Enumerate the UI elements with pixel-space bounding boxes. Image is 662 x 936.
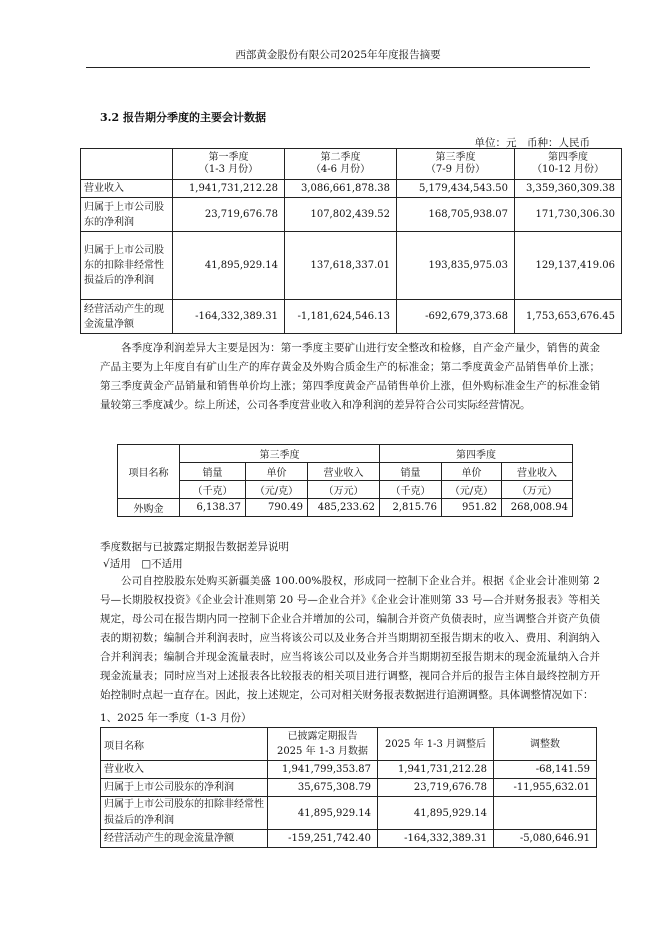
item-name-header: 项目名称 xyxy=(118,445,180,499)
cell-value: -164,332,389.31 xyxy=(378,830,494,848)
cell-value: 137,618,337.01 xyxy=(285,232,397,300)
table-row xyxy=(101,797,597,830)
cell-value: -159,251,742.40 xyxy=(268,830,378,848)
table-header-row xyxy=(118,445,573,463)
table-header-row xyxy=(81,149,622,180)
cell-value: -692,679,373.68 xyxy=(397,300,515,334)
cell-value: 23,719,676.78 xyxy=(173,198,285,232)
cell-value: 171,730,306.30 xyxy=(515,198,622,232)
table-header-row xyxy=(118,463,573,481)
q1-subtitle: 1、2025 年一季度（1-3 月份） xyxy=(100,712,252,724)
cell-value: 268,008.94 xyxy=(502,499,573,517)
cell-value: 1,941,731,212.28 xyxy=(173,180,285,198)
table-row xyxy=(81,180,622,198)
cell-value: 6,138.37 xyxy=(180,499,246,517)
cell-value: 41,895,929.14 xyxy=(268,797,378,830)
difference-explanation-paragraph: 公司自控股股东处购买新疆美盛 100.00%股权，形成同一控制下企业合并。根据《企业会计准则第 2 号—长期股权投资》《企业会计准则第 20 号—企业合并》《企业会计准则第 33 号—合并财务报表》等相关规定，母公司在报告期内同一控制下企业合并增加的公司，编制合并资产负债表时，应当调整合并资产负债表的期初数；编制合并利润表时，应当将该公司以及业务合并当期期初至报告期末的收入、费用、利润纳入合并利润表；编制合并现金流量表时，应当将该公司以及业务合并当期期初至报告期末的现金流量纳入合并现金流量表；同时应当对上述报表各比较报表的相关项目进行调整，视同合并后的报告主体自最终控制方开始控制时点起一直存在。因此，按上述规定，公司对相关财务报表数据进行追溯调整。具体调整情况如下： xyxy=(100,575,600,701)
cell-value: 3,086,661,878.38 xyxy=(285,180,397,198)
unit-currency-label: 单位：元 币种：人民币 xyxy=(474,137,590,149)
table-header-row xyxy=(101,728,597,761)
cell-value: 41,895,929.14 xyxy=(173,232,285,300)
cell-value: 168,705,938.07 xyxy=(397,198,515,232)
difference-title: 季度数据与已披露定期报告数据差异说明 xyxy=(100,541,289,553)
table-row xyxy=(101,779,597,797)
cell-value: 23,719,676.78 xyxy=(378,779,494,797)
cell-value: 1,941,731,212.28 xyxy=(378,761,494,779)
unit-header: （千克） xyxy=(180,481,246,499)
cell-value: 193,835,975.03 xyxy=(397,232,515,300)
q1-adjustment-table xyxy=(100,727,597,848)
header-q4: 第四季度 （10-12 月份） xyxy=(515,149,622,180)
row-label: 归属于上市公司股东的扣除非经常性损益后的净利润 xyxy=(81,232,173,300)
row-label: 归属于上市公司股东的净利润 xyxy=(101,779,268,797)
cell-value: -11,955,632.01 xyxy=(494,779,597,797)
unit-header: （万元） xyxy=(502,481,573,499)
table-row xyxy=(118,499,573,517)
table-row xyxy=(81,232,622,300)
cell-value: 5,179,434,543.50 xyxy=(397,180,515,198)
quarterly-explanation-paragraph: 各季度净利润差异大主要是因为：第一季度主要矿山进行安全整改和检修，自产金产量少，销售的黄金产品主要为上年度自有矿山生产的库存黄金及外购合质金生产的标准金；第二季度黄金产品销售单价上涨；第三季度黄金产品销量和销售单价均上涨；第四季度黄金产品销售单价上涨，但外购标准金生产的标准金销量较第三季度减少。综上所述，公司各季度营业收入和净利润的差异符合公司实际经营情况。 xyxy=(100,342,600,411)
cell-value xyxy=(494,797,597,830)
col-header: 单价 xyxy=(246,463,308,481)
table-row xyxy=(81,198,622,232)
header-q3: 第三季度 （7-9 月份） xyxy=(397,149,515,180)
row-label: 营业收入 xyxy=(101,761,268,779)
row-label: 归属于上市公司股东的净利润 xyxy=(81,198,173,232)
quarterly-data-table xyxy=(80,148,622,334)
cell-value: 951.82 xyxy=(442,499,502,517)
cell-value: -68,141.59 xyxy=(494,761,597,779)
adjustment-header: 调整数 xyxy=(494,728,597,761)
adjusted-header: 2025 年 1-3 月调整后 xyxy=(378,728,494,761)
header-q1: 第一季度 （1-3 月份） xyxy=(173,149,285,180)
unit-header: （元/克） xyxy=(442,481,502,499)
cell-value: -164,332,389.31 xyxy=(173,300,285,334)
col-header: 销量 xyxy=(180,463,246,481)
header-blank-cell xyxy=(81,149,173,180)
cell-value: 1,941,799,353.87 xyxy=(268,761,378,779)
unit-header: （元/克） xyxy=(246,481,308,499)
cell-value: 2,815.76 xyxy=(380,499,442,517)
disclosed-header: 已披露定期报告 2025 年 1-3 月数据 xyxy=(268,728,378,761)
table-row xyxy=(101,830,597,848)
header-q2: 第二季度 （4-6 月份） xyxy=(285,149,397,180)
cell-value: 3,359,360,309.38 xyxy=(515,180,622,198)
cell-value: 129,137,419.06 xyxy=(515,232,622,300)
cell-value: -1,181,624,546.13 xyxy=(285,300,397,334)
q3-header: 第三季度 xyxy=(180,445,380,463)
row-label: 外购金 xyxy=(118,499,180,517)
cell-value: -5,080,646.91 xyxy=(494,830,597,848)
col-header: 单价 xyxy=(442,463,502,481)
col-header: 营业收入 xyxy=(308,463,380,481)
row-label: 经营活动产生的现金流量净额 xyxy=(81,300,173,334)
applicable-checkbox-line: √适用 □不适用 xyxy=(103,558,183,570)
col-header: 营业收入 xyxy=(502,463,573,481)
page-header: 西部黄金股份有限公司2025年年度报告摘要 xyxy=(86,47,590,68)
col-header: 销量 xyxy=(380,463,442,481)
gold-sales-table xyxy=(117,444,573,517)
cell-value: 485,233.62 xyxy=(308,499,380,517)
unit-header: （万元） xyxy=(308,481,380,499)
item-name-header: 项目名称 xyxy=(101,728,268,761)
row-label: 经营活动产生的现金流量净额 xyxy=(101,830,268,848)
cell-value: 35,675,308.79 xyxy=(268,779,378,797)
section-title: 3.2 报告期分季度的主要会计数据 xyxy=(100,111,266,124)
q4-header: 第四季度 xyxy=(380,445,573,463)
cell-value: 107,802,439.52 xyxy=(285,198,397,232)
table-row xyxy=(101,761,597,779)
row-label: 归属于上市公司股东的扣除非经常性损益后的净利润 xyxy=(101,797,268,830)
cell-value: 41,895,929.14 xyxy=(378,797,494,830)
unit-header: （千克） xyxy=(380,481,442,499)
cell-value: 1,753,653,676.45 xyxy=(515,300,622,334)
row-label: 营业收入 xyxy=(81,180,173,198)
table-header-row xyxy=(118,481,573,499)
table-row xyxy=(81,300,622,334)
cell-value: 790.49 xyxy=(246,499,308,517)
